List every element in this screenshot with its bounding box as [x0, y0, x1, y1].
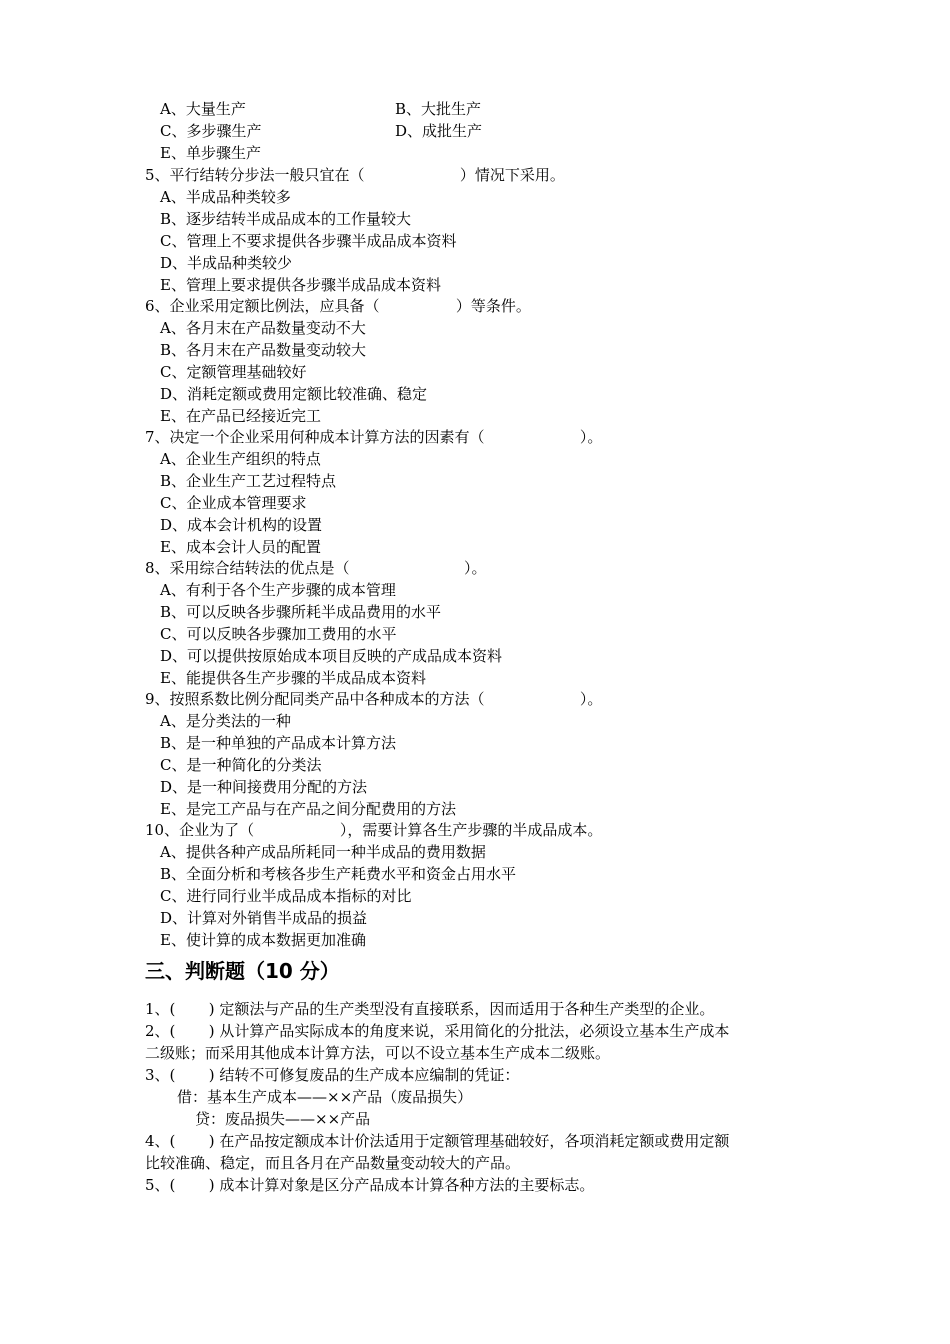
- question-option: A、各月末在产品数量变动不大: [160, 319, 366, 337]
- question-option: E、在产品已经接近完工: [160, 407, 321, 425]
- question-option: A、半成品种类较多: [160, 188, 291, 206]
- question-option: A、企业生产组织的特点: [160, 450, 321, 468]
- question-option: D、消耗定额或费用定额比较准确、稳定: [160, 385, 428, 403]
- judgment-item: 3、( ) 结转不可修复废品的生产成本应编制的凭证：: [145, 1066, 520, 1084]
- judgment-item-continuation: 二级账；而采用其他成本计算方法，可以不设立基本生产成本二级账。: [145, 1044, 611, 1062]
- question-option: B、全面分析和考核各步生产耗费水平和资金占用水平: [160, 865, 517, 883]
- q4-option-d: D、成批生产: [395, 122, 483, 140]
- question-option: B、逐步结转半成品成本的工作量较大: [160, 210, 412, 228]
- question-option: D、半成品种类较少: [160, 254, 293, 272]
- question-option: E、管理上要求提供各步骤半成品成本资料: [160, 276, 441, 294]
- question-stem: 9、按照系数比例分配同类产品中各种成本的方法（ ）。: [145, 690, 603, 708]
- question-option: E、使计算的成本数据更加准确: [160, 931, 366, 949]
- question-option: B、是一种单独的产品成本计算方法: [160, 734, 397, 752]
- question-option: B、企业生产工艺过程特点: [160, 472, 337, 490]
- question-option: A、是分类法的一种: [160, 712, 291, 730]
- judgment-item: 2、( ) 从计算产品实际成本的角度来说，采用简化的分批法，必须设立基本生产成本: [145, 1022, 730, 1040]
- judgment-item: 1、( ) 定额法与产品的生产类型没有直接联系，因而适用于各种生产类型的企业。: [145, 1000, 715, 1018]
- q4-option-c: C、多步骤生产: [160, 122, 262, 140]
- question-option: D、可以提供按原始成本项目反映的产成品成本资料: [160, 647, 503, 665]
- journal-entry-credit: 贷：废品损失——××产品: [195, 1110, 371, 1128]
- section-heading: 三、判断题（10 分）: [145, 959, 340, 983]
- judgment-item: 5、( ) 成本计算对象是区分产品成本计算各种方法的主要标志。: [145, 1176, 595, 1194]
- question-stem: 10、企业为了（ ），需要计算各生产步骤的半成品成本。: [145, 821, 603, 839]
- question-option: D、计算对外销售半成品的损益: [160, 909, 368, 927]
- question-option: B、各月末在产品数量变动较大: [160, 341, 367, 359]
- question-option: C、进行同行业半成品成本指标的对比: [160, 887, 412, 905]
- question-option: C、是一种简化的分类法: [160, 756, 322, 774]
- question-option: D、是一种间接费用分配的方法: [160, 778, 368, 796]
- question-stem: 8、采用综合结转法的优点是（ ）。: [145, 559, 487, 577]
- question-option: A、提供各种产成品所耗同一种半成品的费用数据: [160, 843, 486, 861]
- question-option: C、管理上不要求提供各步骤半成品成本资料: [160, 232, 457, 250]
- question-stem: 6、企业采用定额比例法，应具备（ ）等条件。: [145, 297, 531, 315]
- journal-entry-debit: 借：基本生产成本——××产品（废品损失）: [177, 1088, 473, 1106]
- q4-option-e: E、单步骤生产: [160, 144, 261, 162]
- question-option: C、可以反映各步骤加工费用的水平: [160, 625, 397, 643]
- question-option: E、是完工产品与在产品之间分配费用的方法: [160, 800, 456, 818]
- question-option: A、有利于各个生产步骤的成本管理: [160, 581, 396, 599]
- question-option: B、可以反映各步骤所耗半成品费用的水平: [160, 603, 442, 621]
- judgment-item-continuation: 比较准确、稳定，而且各月在产品数量变动较大的产品。: [145, 1154, 521, 1172]
- question-option: D、成本会计机构的设置: [160, 516, 323, 534]
- question-option: E、能提供各生产步骤的半成品成本资料: [160, 669, 426, 687]
- question-option: E、成本会计人员的配置: [160, 538, 321, 556]
- question-stem: 5、平行结转分步法一般只宜在（ ）情况下采用。: [145, 166, 565, 184]
- q4-option-b: B、大批生产: [395, 100, 482, 118]
- judgment-item: 4、( ) 在产品按定额成本计价法适用于定额管理基础较好，各项消耗定额或费用定额: [145, 1132, 730, 1150]
- q4-option-a: A、大量生产: [160, 100, 246, 118]
- question-option: C、定额管理基础较好: [160, 363, 307, 381]
- question-option: C、企业成本管理要求: [160, 494, 307, 512]
- question-stem: 7、决定一个企业采用何种成本计算方法的因素有（ ）。: [145, 428, 603, 446]
